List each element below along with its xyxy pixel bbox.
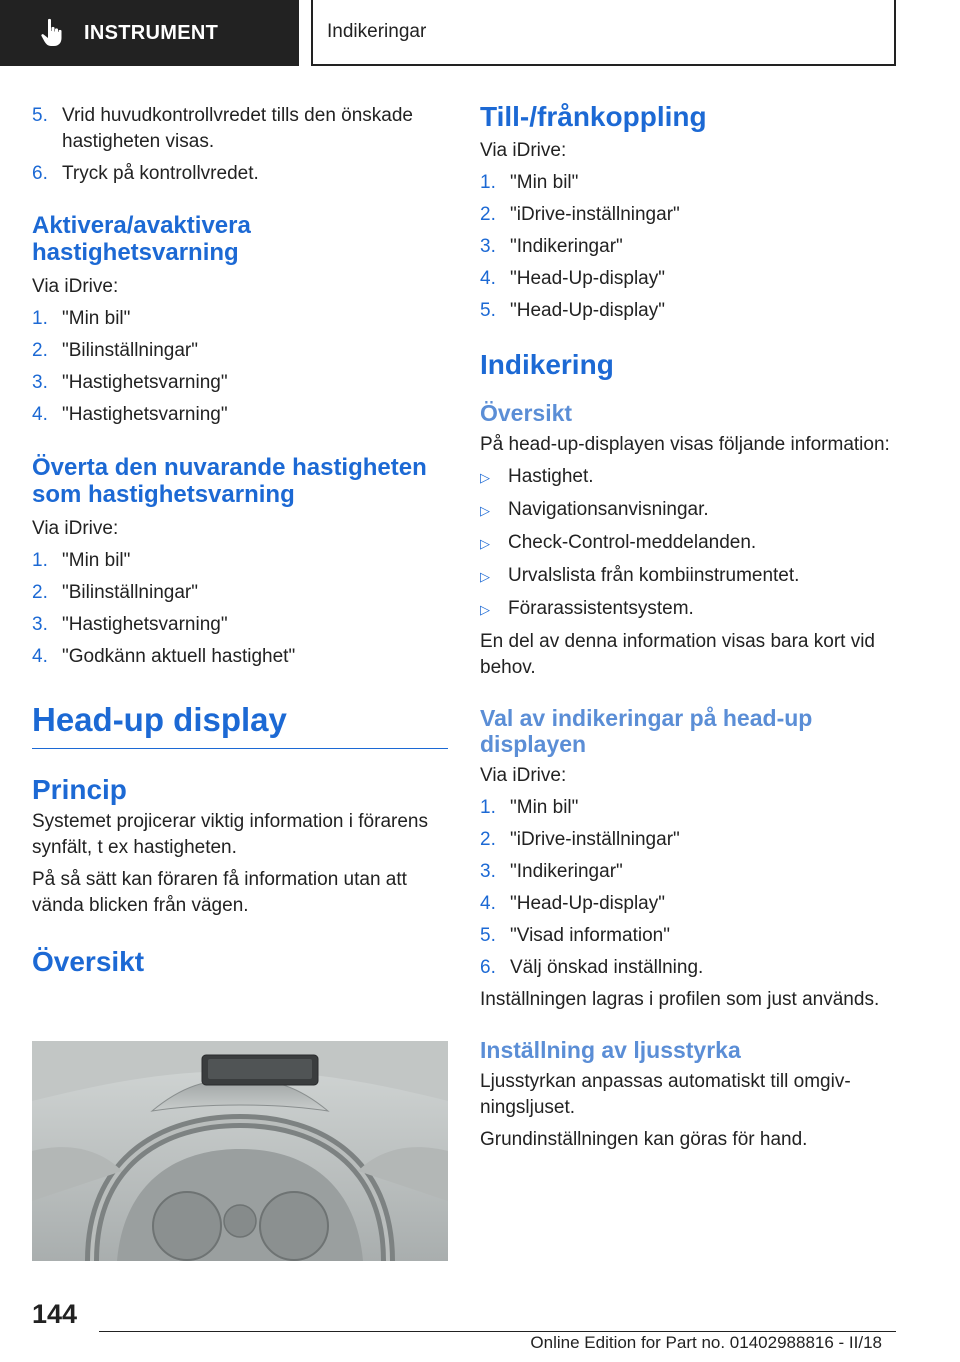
footer-divider xyxy=(99,1331,896,1332)
heading-overview-right: Översikt xyxy=(480,400,573,426)
list-number: 1. xyxy=(32,550,48,571)
list-item xyxy=(480,298,900,324)
principle-paragraph-1: Systemet projicerar viktig information i förarens synfält, t ex hastigheten. xyxy=(32,811,428,858)
via-idrive-label: Via iDrive: xyxy=(480,140,567,161)
list-text: Förarassistentsystem. xyxy=(508,598,694,619)
list-number: 4. xyxy=(480,268,496,289)
list-number: 4. xyxy=(32,646,48,667)
select-step-list xyxy=(480,795,900,981)
list-text: "iDrive-inställningar" xyxy=(510,829,680,850)
footer-edition: Online Edition for Part no. 01402988816 - II/18 xyxy=(530,1333,882,1352)
list-number: 1. xyxy=(32,308,48,329)
list-text: "Head-Up-display" xyxy=(510,893,665,914)
list-number: 5. xyxy=(480,925,496,946)
list-item xyxy=(480,530,900,557)
list-item xyxy=(32,580,448,606)
hand-pointer-icon xyxy=(36,16,70,50)
list-text: "Head-Up-display" xyxy=(510,300,665,321)
list-number: 1. xyxy=(480,172,496,193)
list-item xyxy=(32,548,448,574)
toggle-step-list xyxy=(480,170,900,324)
list-text: "Hastighetsvarning" xyxy=(62,372,228,393)
activate-step-list xyxy=(32,306,448,428)
list-text: Navigationsanvisningar. xyxy=(508,499,709,520)
heading-toggle: Till-/frånkoppling xyxy=(480,101,707,132)
header-section-label: INSTRUMENT xyxy=(84,21,219,44)
list-text: Check-Control-meddelanden. xyxy=(508,532,757,553)
page-number: 144 xyxy=(32,1299,78,1329)
list-text: Hastighet. xyxy=(508,466,594,487)
triangle-bullet-icon: ▷ xyxy=(480,602,490,617)
list-item xyxy=(480,266,900,292)
list-item xyxy=(32,644,448,670)
list-item xyxy=(480,859,900,885)
via-idrive-label: Via iDrive: xyxy=(32,518,119,539)
left-column xyxy=(32,100,448,977)
list-item xyxy=(32,338,448,364)
list-item xyxy=(32,612,448,638)
heading-select-indications: Val av indikeringar på head-up displayen xyxy=(480,705,813,757)
list-number: 2. xyxy=(32,340,48,361)
list-number: 1. xyxy=(480,797,496,818)
brightness-paragraph-2: Grundinställningen kan göras för hand. xyxy=(480,1129,808,1150)
brightness-paragraph-1: Ljusstyrkan anpassas automatiskt till omgivningsljuset. xyxy=(480,1071,851,1118)
head-up-display-illustration xyxy=(32,1041,448,1261)
list-text: Urvalslista från kombiinstrumentet. xyxy=(508,565,800,586)
list-text: "Visad information" xyxy=(510,925,670,946)
heading-brightness: Inställning av ljusstyrka xyxy=(480,1037,741,1063)
list-text: "Bilinställningar" xyxy=(62,340,198,361)
list-number: 4. xyxy=(480,893,496,914)
heading-overview: Översikt xyxy=(32,946,145,977)
list-text: "Bilinställningar" xyxy=(62,582,198,603)
list-text: "Godkänn aktuell hastighet" xyxy=(62,646,296,667)
list-text: "Min bil" xyxy=(510,172,579,193)
list-text: "Hastighetsvarning" xyxy=(62,614,228,635)
header-section-tab xyxy=(0,0,299,66)
triangle-bullet-icon: ▷ xyxy=(480,536,490,551)
heading-head-up-display: Head-up display xyxy=(32,700,448,749)
list-item xyxy=(32,306,448,332)
list-number: 5. xyxy=(480,300,496,321)
list-text: Tryck på kontrollvredet. xyxy=(62,163,259,184)
list-item xyxy=(480,955,900,981)
list-item xyxy=(480,202,900,228)
list-item xyxy=(480,563,900,590)
list-text: "Indikeringar" xyxy=(510,861,623,882)
list-text: "Min bil" xyxy=(62,550,131,571)
list-item xyxy=(32,370,448,396)
right-column xyxy=(480,100,900,1153)
list-number: 6. xyxy=(480,957,496,978)
list-text: Vrid huvudkontrollvredet tills den önskade hastigheten visas. xyxy=(62,105,413,152)
list-item xyxy=(32,402,448,428)
list-item xyxy=(480,497,900,524)
adopt-step-list xyxy=(32,548,448,670)
list-item xyxy=(32,103,448,155)
list-text: "Hastighetsvarning" xyxy=(62,404,228,425)
heading-display: Indikering xyxy=(480,349,614,380)
list-item xyxy=(480,827,900,853)
list-item xyxy=(32,161,448,187)
continued-step-list xyxy=(32,103,448,187)
heading-activate-speed-warning: Aktivera/avaktivera hastighetsvarning xyxy=(32,212,251,266)
list-text: "Min bil" xyxy=(62,308,131,329)
triangle-bullet-icon: ▷ xyxy=(480,503,490,518)
list-item xyxy=(480,234,900,260)
overview-note: En del av denna information visas bara kort vid behov. xyxy=(480,631,875,678)
list-item xyxy=(480,170,900,196)
list-item xyxy=(480,923,900,949)
list-item xyxy=(480,891,900,917)
select-note: Inställningen lagras i profilen som just används. xyxy=(480,989,880,1010)
heading-principle: Princip xyxy=(32,774,127,805)
list-number: 2. xyxy=(480,829,496,850)
list-number: 6. xyxy=(32,163,48,184)
via-idrive-label: Via iDrive: xyxy=(32,276,119,297)
header-chapter-title: Indikeringar xyxy=(327,21,427,42)
header-chapter-box xyxy=(311,0,896,66)
list-item xyxy=(480,795,900,821)
list-item xyxy=(480,596,900,623)
list-text: "Indikeringar" xyxy=(510,236,623,257)
via-idrive-label: Via iDrive: xyxy=(480,765,567,786)
list-number: 3. xyxy=(32,614,48,635)
list-number: 3. xyxy=(32,372,48,393)
principle-paragraph-2: På så sätt kan föraren få information utan att vända blicken från vägen. xyxy=(32,869,407,916)
list-text: Välj önskad inställning. xyxy=(510,957,704,978)
triangle-bullet-icon: ▷ xyxy=(480,470,490,485)
list-number: 2. xyxy=(32,582,48,603)
triangle-bullet-icon: ▷ xyxy=(480,569,490,584)
list-number: 2. xyxy=(480,204,496,225)
list-number: 3. xyxy=(480,236,496,257)
dashboard-drawing xyxy=(32,1041,448,1261)
overview-intro: På head-up-displayen visas följande information: xyxy=(480,434,890,455)
list-number: 5. xyxy=(32,105,48,126)
list-number: 3. xyxy=(480,861,496,882)
list-text: "iDrive-inställningar" xyxy=(510,204,680,225)
list-text: "Head-Up-display" xyxy=(510,268,665,289)
overview-bullet-list xyxy=(480,464,900,623)
list-item xyxy=(480,464,900,491)
heading-adopt-current-speed: Överta den nuvarande hastigheten som hastighetsvarning xyxy=(32,454,427,508)
list-number: 4. xyxy=(32,404,48,425)
list-text: "Min bil" xyxy=(510,797,579,818)
